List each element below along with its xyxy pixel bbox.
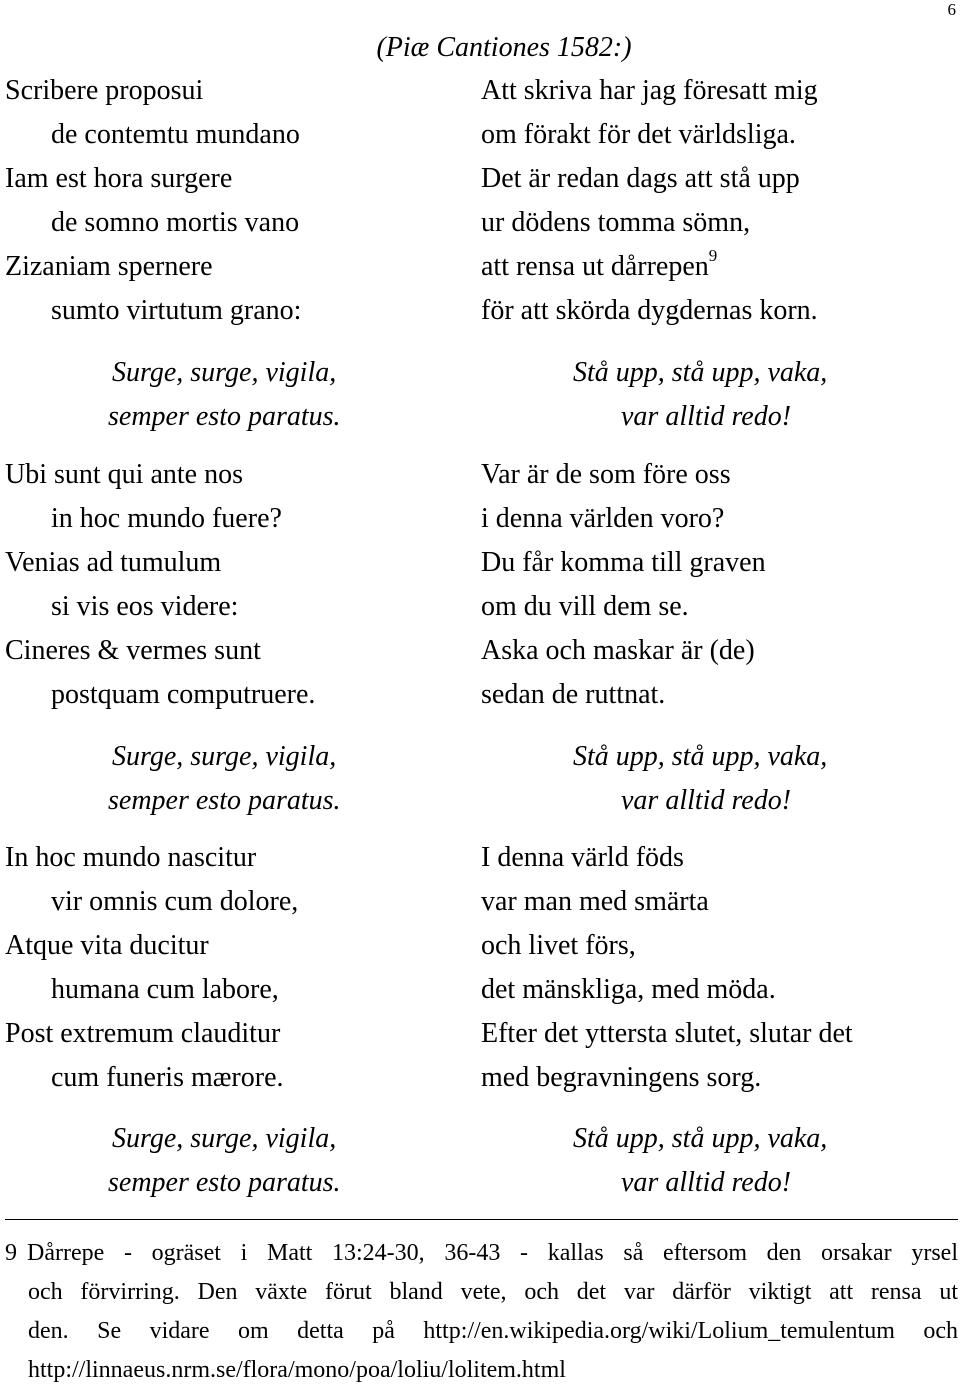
refrain-3-swedish-line-2: var alltid redo! xyxy=(621,1167,792,1198)
refrain-2-latin-line-2: semper esto paratus. xyxy=(108,785,341,816)
refrain-1-latin-line-1: Surge, surge, vigila, xyxy=(112,357,337,388)
stanza-3-swedish-line-5: Efter det yttersta slutet, slutar det xyxy=(481,1018,853,1049)
stanza-3-swedish-line-1: I denna värld föds xyxy=(481,842,684,873)
refrain-1-latin-line-2: semper esto paratus. xyxy=(108,401,341,432)
refrain-2-swedish-line-2: var alltid redo! xyxy=(621,785,792,816)
stanza-3-swedish-line-2: var man med smärta xyxy=(481,886,709,917)
stanza-1-latin-line-4: de somno mortis vano xyxy=(51,207,300,238)
stanza-1-swedish-line-5: att rensa ut dårrepen xyxy=(481,251,709,282)
stanza-2-latin-line-6: postquam computruere. xyxy=(51,679,316,710)
refrain-3-latin-line-1: Surge, surge, vigila, xyxy=(112,1123,337,1154)
stanza-1-latin-line-2: de contemtu mundano xyxy=(51,119,300,150)
stanza-1-swedish-line-4: ur dödens tomma sömn, xyxy=(481,207,751,238)
stanza-1-latin-line-1: Scribere proposui xyxy=(5,75,204,106)
stanza-1-swedish-line-5-wrapper xyxy=(481,246,718,285)
refrain-1-swedish-line-2: var alltid redo! xyxy=(621,401,792,432)
page-number: 6 xyxy=(947,0,956,19)
stanza-1-latin-line-3: Iam est hora surgere xyxy=(5,163,233,194)
refrain-2-latin-line-1: Surge, surge, vigila, xyxy=(112,741,337,772)
stanza-1-swedish-line-1: Att skriva har jag föresatt mig xyxy=(481,75,818,106)
refrain-1-swedish-line-1: Stå upp, stå upp, vaka, xyxy=(573,357,828,388)
stanza-2-swedish-line-6: sedan de ruttnat. xyxy=(481,679,666,710)
footnote-rule xyxy=(5,1219,958,1220)
footnote-line-1-wrapper xyxy=(5,1234,958,1273)
stanza-2-swedish-line-3: Du får komma till graven xyxy=(481,547,766,578)
stanza-3-swedish-line-3: och livet förs, xyxy=(481,930,636,961)
stanza-3-latin-line-6: cum funeris mærore. xyxy=(51,1062,284,1093)
stanza-2-latin-line-1: Ubi sunt qui ante nos xyxy=(5,459,243,490)
stanza-1-swedish-line-2: om förakt för det världsliga. xyxy=(481,119,796,150)
refrain-3-swedish-line-1: Stå upp, stå upp, vaka, xyxy=(573,1123,828,1154)
stanza-3-latin-line-3: Atque vita ducitur xyxy=(5,930,209,961)
refrain-3-latin-line-2: semper esto paratus. xyxy=(108,1167,341,1198)
stanza-2-latin-line-3: Venias ad tumulum xyxy=(5,547,222,578)
refrain-2-swedish-line-1: Stå upp, stå upp, vaka, xyxy=(573,741,828,772)
stanza-3-swedish-line-4: det mänskliga, med möda. xyxy=(481,974,776,1005)
source-heading: (Piæ Cantiones 1582:) xyxy=(376,32,632,63)
stanza-1-swedish-line-3: Det är redan dags att stå upp xyxy=(481,163,800,194)
footnote-number: 9 xyxy=(5,1240,17,1266)
stanza-2-swedish-line-4: om du vill dem se. xyxy=(481,591,689,622)
stanza-2-latin-line-4: si vis eos videre: xyxy=(51,591,239,622)
stanza-2-latin-line-2: in hoc mundo fuere? xyxy=(51,503,282,534)
footnote-line-1: Dårrepe - ogräset i Matt 13:24-30, 36-43 - kallas så eftersom den orsakar yrsel xyxy=(27,1240,958,1266)
stanza-3-latin-line-5: Post extremum clauditur xyxy=(5,1018,281,1049)
footnote xyxy=(5,1234,958,1390)
footnote-line-4: http://linnaeus.nrm.se/flora/mono/poa/loliu/lolitem.html xyxy=(28,1357,566,1383)
footnote-line-3: den. Se vidare om detta på http://en.wikipedia.org/wiki/Lolium_temulentum och xyxy=(28,1318,958,1344)
footnote-reference[interactable]: 9 xyxy=(708,246,718,265)
stanza-2-swedish-line-5: Aska och maskar är (de) xyxy=(481,635,755,666)
stanza-3-latin-line-1: In hoc mundo nascitur xyxy=(5,842,257,873)
stanza-3-latin-line-4: humana cum labore, xyxy=(51,974,279,1005)
footnote-line-2: och förvirring. Den växte förut bland vete, och det var därför viktigt att rensa ut xyxy=(28,1279,958,1305)
stanza-2-swedish-line-1: Var är de som före oss xyxy=(481,459,731,490)
stanza-2-swedish-line-2: i denna världen voro? xyxy=(481,503,725,534)
stanza-3-swedish-line-6: med begravningens sorg. xyxy=(481,1062,762,1093)
stanza-2-latin-line-5: Cineres & vermes sunt xyxy=(5,635,261,666)
stanza-1-latin-line-5: Zizaniam spernere xyxy=(5,251,213,282)
stanza-1-latin-line-6: sumto virtutum grano: xyxy=(51,295,302,326)
stanza-1-swedish-line-6: för att skörda dygdernas korn. xyxy=(481,295,818,326)
stanza-3-latin-line-2: vir omnis cum dolore, xyxy=(51,886,299,917)
